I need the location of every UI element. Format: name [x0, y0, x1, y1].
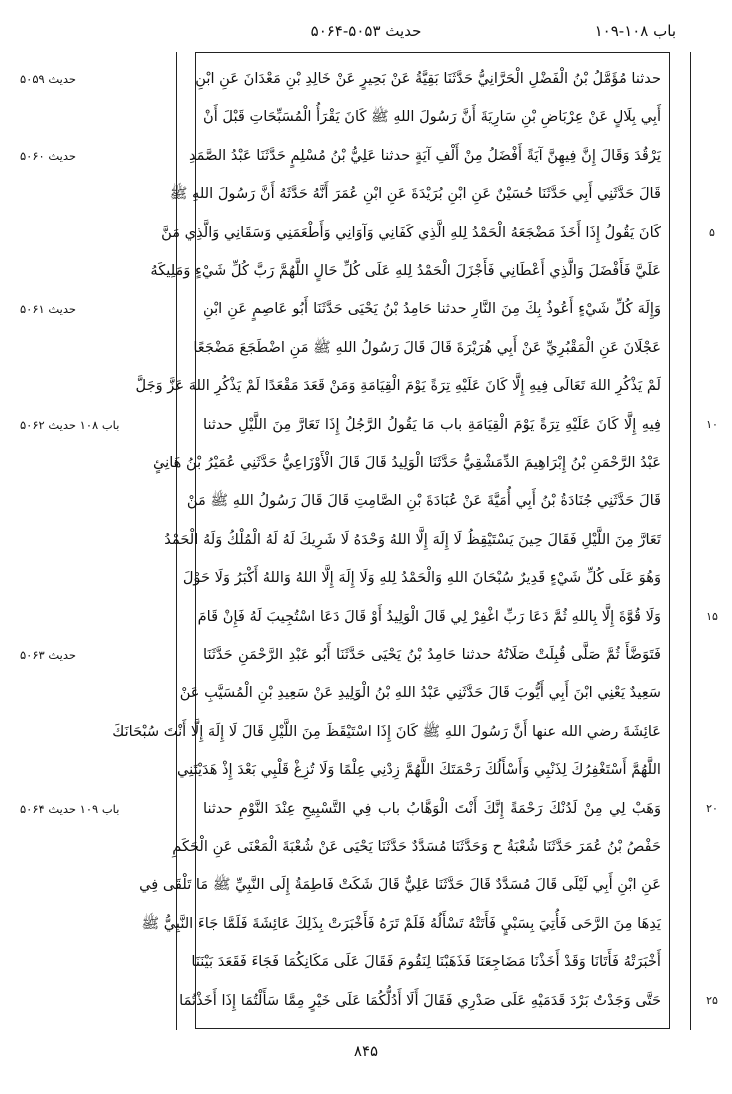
- text-line: فِيهِ إِلَّا كَانَ عَلَيْهِ تِرَةً يَوْمَ الْقِيَامَةِ باب مَا يَقُولُ الرَّجُلُ إِذَا تَعَارَّ مِنَ اللَّيْلِ حدثنا: [203, 415, 661, 433]
- text-line: عَبْدُ الرَّحْمَنِ بْنُ إِبْرَاهِيمَ الدِّمَشْقِيُّ حَدَّثَنَا الْوَلِيدُ قَالَ قَالَ الْأَوْزَاعِيُّ حَدَّثَنِي عُمَيْرُ بْنُ هَانِئٍ: [153, 454, 661, 471]
- hadith-range: حدیث ۵۰۵۳-۵۰۶۴: [310, 22, 422, 40]
- margin-note: [0, 290, 174, 328]
- text-line: وَهَبْ لِي مِنْ لَدُنْكَ رَحْمَةً إِنَّكَ أَنْتَ الْوَهَّابُ باب فِي التَّسْبِيحِ عِنْدَ النَّوْمِ حدثنا: [203, 799, 661, 817]
- line-number: ۱۵: [706, 609, 718, 623]
- page-header: [0, 22, 732, 46]
- margin-note: [0, 60, 174, 98]
- page-number: ۸۴۵: [353, 1042, 379, 1060]
- text-line: حَتَّى وَجَدْتُ بَرْدَ قَدَمَيْهِ عَلَى صَدْرِي فَقَالَ أَلَا أَدُلُّكُمَا عَلَى خَيْرٍ مِمَّا سَأَلْتُمَا إِذَا أَخَذْتُمَا: [179, 991, 661, 1009]
- text-line: وَلَا قُوَّةَ إِلَّا بِاللهِ ثُمَّ دَعَا رَبِّ اغْفِرْ لِي قَالَ الْوَلِيدُ أَوْ قَالَ دَعَا اسْتُجِيبَ لَهُ فَإِنْ قَامَ: [197, 607, 661, 625]
- margin-note-label: حدیث ۵۰۶۳: [20, 648, 77, 662]
- margin-note-label: حدیث ۵۰۶۱: [20, 302, 77, 317]
- margin-note-label: باب ۱۰۸ حدیث ۵۰۶۲: [20, 417, 120, 432]
- text-line: عَنِ ابْنِ أَبِي لَيْلَى قَالَ مُسَدَّدٌ قَالَ حَدَّثَنَا عَلِيٌّ قَالَ شَكَتْ فَاطِمَةُ إِلَى النَّبِيِّ ﷺ مَا تَلْقَى فِي: [139, 876, 661, 894]
- margin-note-label: حدیث ۵۰۵۹: [20, 72, 77, 86]
- text-line: أَخْبَرَتْهُ فَأَتَانَا وَقَدْ أَخَذْنَا مَضَاجِعَنَا فَذَهَبْنَا لِنَقُومَ فَقَالَ عَلَى مَكَانِكُمَا فَجَاءَ فَقَعَدَ بَيْنَنَا: [191, 953, 661, 971]
- text-line: عَلَيَّ فَأَفْضَلَ وَالَّذِي أَعْطَانِي فَأَجْزَلَ الْحَمْدُ لِلهِ عَلَى كُلِّ حَالٍ اللَّهُمَّ رَبَّ كُلِّ شَيْءٍ وَمَلِيكَهُ: [150, 262, 661, 279]
- text-line: قَالَ حَدَّثَنِي جُنَادَةُ بْنُ أَبِي أُمَيَّةَ عَنْ عُبَادَةَ بْنِ الصَّامِتِ قَالَ قَالَ رَسُولُ اللهِ ﷺ مَنْ: [186, 492, 661, 510]
- text-line: قَالَ حَدَّثَنِي أَبِي حَدَّثَنَا حُسَيْنٌ عَنِ ابْنِ بُرَيْدَةَ عَنِ ابْنِ عُمَرَ أَنَّهُ حَدَّثَهُ أَنَّ رَسُولَ اللهِ ﷺ: [169, 185, 661, 203]
- text-line: فَتَوَضَّأَ ثُمَّ صَلَّى قُبِلَتْ صَلَاتُهُ حدثنا حَامِدُ بْنُ يَحْيَى حَدَّثَنَا أَبُو عَبْدِ الرَّحْمَنِ حَدَّثَنَا: [203, 646, 661, 663]
- text-line: سَعِيدٌ يَعْنِي ابْنَ أَبِي أَيُّوبَ قَالَ حَدَّثَنِي عَبْدُ اللهِ بْنُ الْوَلِيدِ عَنْ سَعِيدِ بْنِ الْمُسَيَّبِ عَنْ: [179, 684, 661, 702]
- margin-note: [0, 636, 174, 674]
- margin-note: [0, 790, 174, 828]
- line-number: ۲۰: [706, 801, 718, 815]
- margin-note-label: باب ۱۰۹ حدیث ۵۰۶۴: [20, 801, 120, 816]
- margin-note: [0, 137, 174, 175]
- text-line: عَائِشَةَ رضي الله عنها أَنَّ رَسُولَ اللهِ ﷺ كَانَ إِذَا اسْتَيْقَظَ مِنَ اللَّيْلِ قَالَ لَا إِلَهَ إِلَّا أَنْتَ سُبْحَانَكَ: [112, 722, 661, 740]
- text-line: كَانَ يَقُولُ إِذَا أَخَذَ مَضْجَعَهُ الْحَمْدُ لِلهِ الَّذِي كَفَانِي وَآوَانِي وَأَطْعَمَنِي وَسَقَانِي وَالَّذِي مَنَّ: [161, 223, 661, 241]
- line-number: ۱۰: [706, 417, 718, 431]
- text-line: أَبِي بِلَالٍ عَنْ عِرْبَاضِ بْنِ سَارِيَةَ أَنَّ رَسُولَ اللهِ ﷺ كَانَ يَقْرَأُ الْمُسَبِّحَاتِ قَبْلَ أَنْ: [203, 108, 661, 126]
- text-line: حَفْصُ بْنُ عُمَرَ حَدَّثَنَا شُعْبَةُ ح وَحَدَّثَنَا مُسَدَّدٌ حَدَّثَنَا يَحْيَى عَنْ شُعْبَةَ الْمَعْنَى عَنِ الْحَكَمِ: [172, 838, 661, 855]
- text-line: يَدِهَا مِنَ الرَّحَى فَأُتِيَ بِسَبْيٍ فَأَتَتْهُ تَسْأَلُهُ فَلَمْ تَرَهُ فَأَخْبَرَتْ بِذَلِكَ عَائِشَةَ فَلَمَّا جَاءَ النَّبِيُّ ﷺ: [141, 914, 661, 932]
- text-line: تَعَارَّ مِنَ اللَّيْلِ فَقَالَ حِينَ يَسْتَيْقِظُ لَا إِلَهَ إِلَّا اللهُ وَحْدَهُ لَا شَرِيكَ لَهُ لَهُ الْمُلْكُ وَلَهُ الْحَمْدُ: [164, 530, 661, 548]
- margin-divider-right: [690, 52, 691, 1030]
- text-line: حدثنا مُؤَمَّلُ بْنُ الْفَضْلِ الْحَرَّانِيُّ حَدَّثَنَا بَقِيَّةُ عَنْ بَحِيرٍ عَنْ خَالِدِ بْنِ مَعْدَانَ عَنِ ابْنِ: [195, 70, 661, 87]
- margin-note-label: حدیث ۵۰۶۰: [20, 148, 77, 163]
- line-number: ۲۵: [706, 993, 718, 1007]
- text-line: عَجْلَانَ عَنِ الْمَقْبُرِيِّ عَنْ أَبِي هُرَيْرَةَ قَالَ قَالَ رَسُولُ اللهِ ﷺ مَنِ اضْطَجَعَ مَضْجَعًا: [193, 338, 661, 356]
- text-line: لَمْ يَذْكُرِ اللهَ تَعَالَى فِيهِ إِلَّا كَانَ عَلَيْهِ تِرَةً يَوْمَ الْقِيَامَةِ وَمَنْ قَعَدَ مَقْعَدًا لَمْ يَذْكُرِ اللهَ عَزَّ وَجَلَّ: [135, 377, 661, 395]
- text-line: وَإِلَهَ كُلِّ شَيْءٍ أَعُوذُ بِكَ مِنَ النَّارِ حدثنا حَامِدُ بْنُ يَحْيَى حَدَّثَنَا أَبُو عَاصِمٍ عَنِ ابْنِ: [203, 300, 661, 318]
- text-line: يَرْقُدَ وَقَالَ إِنَّ فِيهِنَّ آيَةً أَفْضَلُ مِنْ أَلْفِ آيَةٍ حدثنا عَلِيُّ بْنُ مُسْلِمٍ حَدَّثَنَا عَبْدُ الصَّمَدِ: [188, 146, 661, 164]
- line-number: ۵: [709, 225, 715, 239]
- text-line: وَهُوَ عَلَى كُلِّ شَيْءٍ قَدِيرٌ سُبْحَانَ اللهِ وَالْحَمْدُ لِلهِ وَلَا إِلَهَ إِلَّا اللهُ وَاللهُ أَكْبَرُ وَلَا حَوْلَ: [182, 569, 661, 587]
- margin-note: [0, 406, 174, 444]
- chapter-range: باب ۱۰۸-۱۰۹: [594, 22, 676, 40]
- text-line: اللَّهُمَّ أَسْتَغْفِرُكَ لِذَنْبِي وَأَسْأَلُكَ رَحْمَتَكَ اللَّهُمَّ زِدْنِي عِلْمًا وَلَا تُزِغْ قَلْبِي بَعْدَ إِذْ هَدَيْتَنِي: [177, 761, 661, 779]
